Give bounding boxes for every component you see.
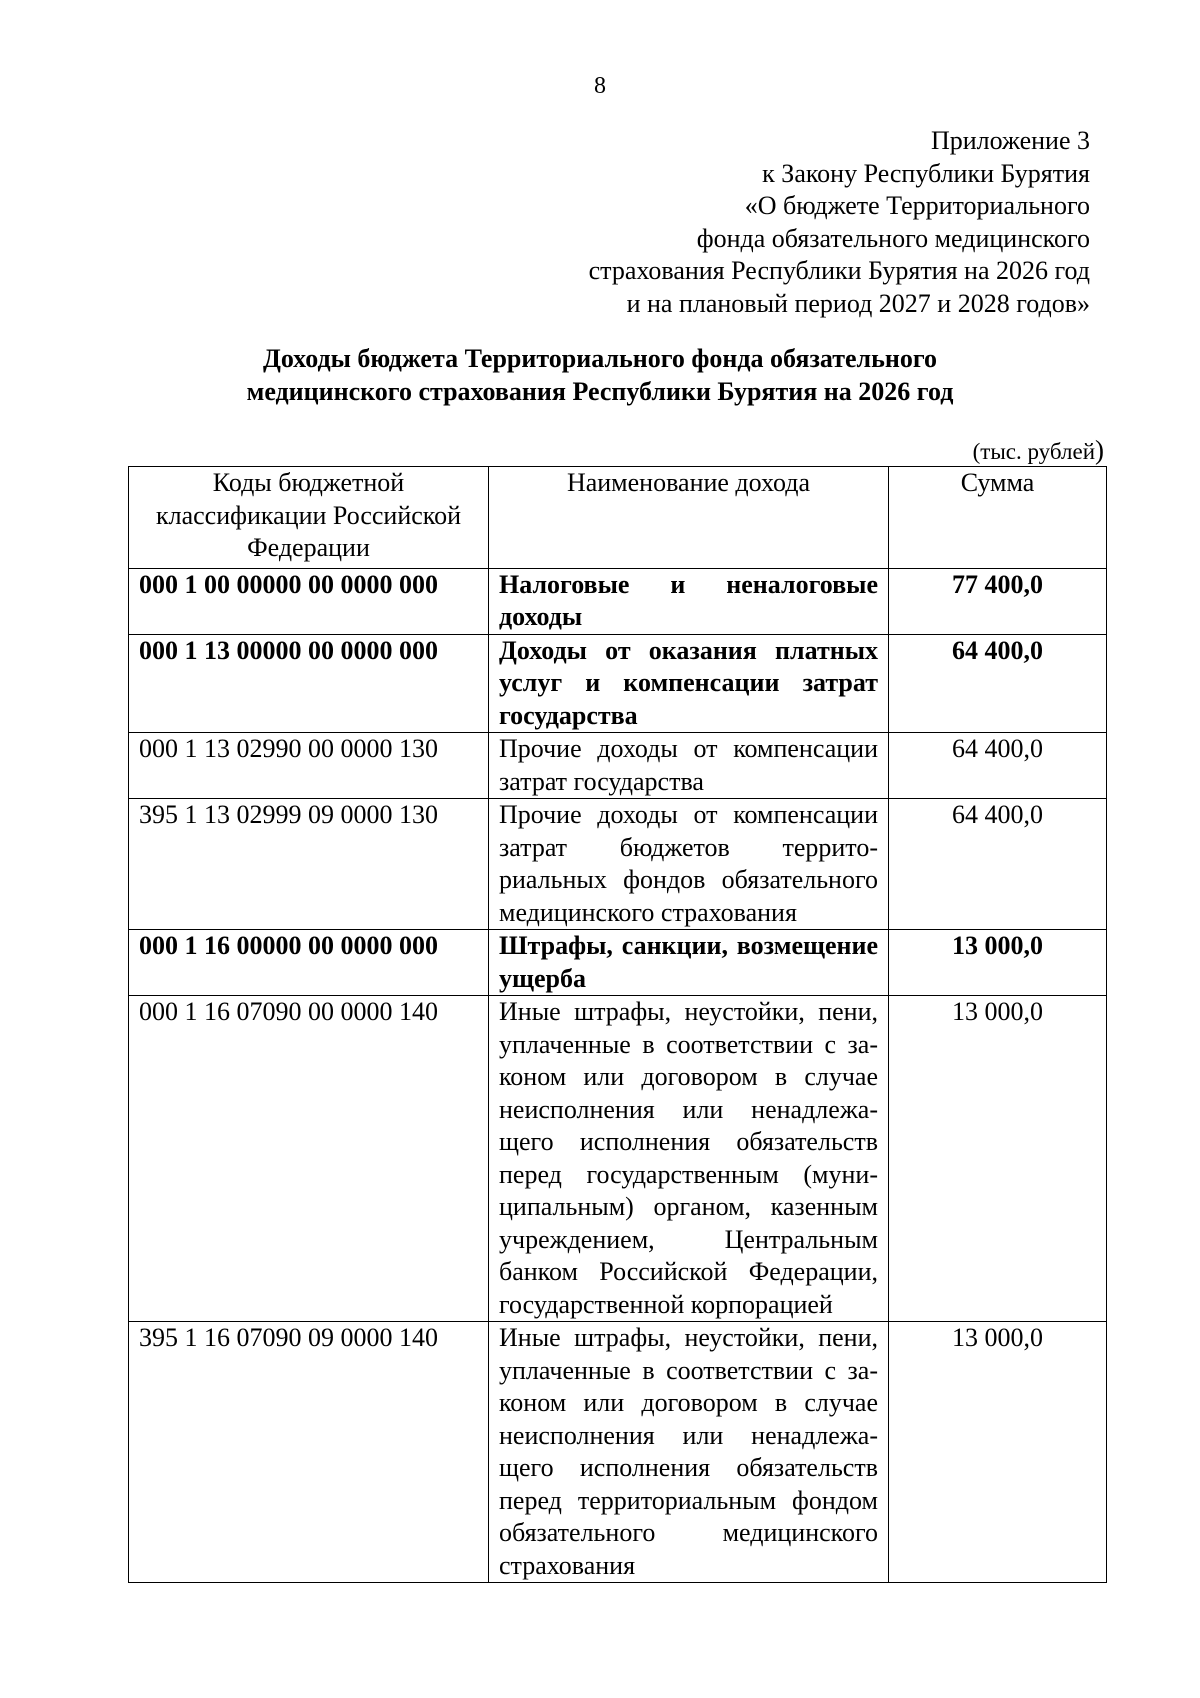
units-text: (тыс. рублей: [972, 439, 1095, 464]
income-table: [128, 466, 1107, 1583]
row-sum: 64 400,0: [889, 799, 1107, 930]
document-title: [120, 342, 1080, 408]
row-sum: 77 400,0: [889, 568, 1107, 634]
row-name: Прочие доходы от компенсации затрат бюджетов территориальных фондов обязательного медицинского страхования: [489, 799, 889, 930]
row-code: 395 1 16 07090 09 0000 140: [129, 1322, 489, 1583]
table-row: [129, 799, 1107, 930]
appendix-line: страхования Республики Бурятия на 2026 год: [588, 256, 1090, 285]
units-label: [973, 436, 1104, 466]
row-name: Иные штрафы, неустойки, пени, уплаченные в соответствии с законом или договором в случае неисполнения или ненадлежащего исполнения обязательств перед государственным (муниципальным) органом, казенным учреждением, Центральным банком Российской Федерации, государственной корпорацией: [489, 996, 889, 1322]
table-row: [129, 1322, 1107, 1583]
page-number: 8: [594, 73, 606, 99]
title-line: Доходы бюджета Территориального фонда обязательного: [262, 344, 938, 373]
row-sum: 64 400,0: [889, 733, 1107, 799]
table-row: [129, 930, 1107, 996]
row-code: 395 1 13 02999 09 0000 130: [129, 799, 489, 930]
appendix-line: к Закону Республики Бурятия: [762, 158, 1090, 188]
table-row: [129, 634, 1107, 733]
header-code: Коды бюджетной классификации Российской Федерации: [129, 467, 489, 569]
row-code: 000 1 16 07090 00 0000 140: [129, 996, 489, 1322]
appendix-line: Приложение 3: [930, 126, 1090, 155]
header-name: Наименование дохода: [489, 467, 889, 569]
units-close: ): [1095, 435, 1104, 465]
row-name: Доходы от оказания платных услуг и компенсации затрат государства: [489, 634, 889, 733]
row-code: 000 1 13 02990 00 0000 130: [129, 733, 489, 799]
row-name: Штрафы, санкции, возмещение ущерба: [489, 930, 889, 996]
row-sum: 13 000,0: [889, 930, 1107, 996]
title-line: медицинского страхования Республики Бурятия на 2026 год: [246, 377, 954, 406]
header-sum: Сумма: [889, 467, 1107, 569]
row-sum: 13 000,0: [889, 1322, 1107, 1583]
row-name: Прочие доходы от компенсации затрат государства: [489, 733, 889, 799]
appendix-header: [390, 125, 1090, 320]
table-row: [129, 996, 1107, 1322]
appendix-line: фонда обязательного медицинского: [696, 223, 1090, 253]
row-sum: 64 400,0: [889, 634, 1107, 733]
row-sum: 13 000,0: [889, 996, 1107, 1322]
row-name: Налоговые и неналоговые доходы: [489, 568, 889, 634]
appendix-line: «О бюджете Территориального: [744, 191, 1090, 220]
row-name: Иные штрафы, неустойки, пени, уплаченные в соответствии с законом или договором в случае неисполнения или ненадлежащего исполнения обязательств перед территориальным фондом обязательного медицинского страхования: [489, 1322, 889, 1583]
row-code: 000 1 16 00000 00 0000 000: [129, 930, 489, 996]
row-code: 000 1 00 00000 00 0000 000: [129, 568, 489, 634]
table-row: [129, 568, 1107, 634]
row-code: 000 1 13 00000 00 0000 000: [129, 634, 489, 733]
appendix-line: и на плановый период 2027 и 2028 годов»: [626, 288, 1090, 318]
table-header-row: [129, 467, 1107, 569]
table-row: [129, 733, 1107, 799]
